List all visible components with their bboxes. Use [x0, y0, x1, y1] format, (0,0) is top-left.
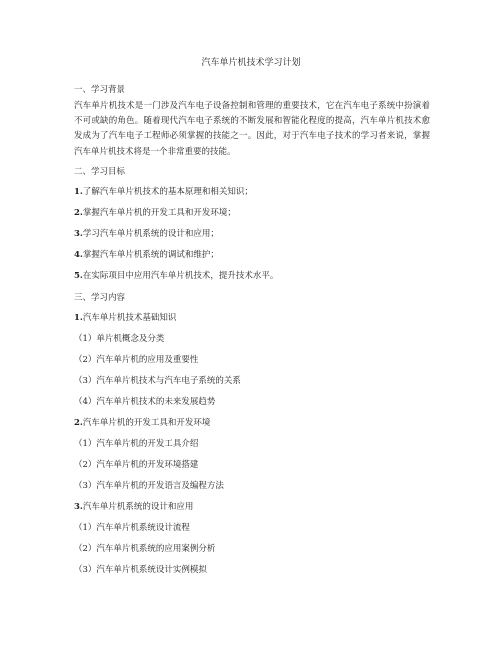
goal-item-number: 1.: [74, 187, 83, 197]
goal-item-text: 学习汽车单片机系统的设计和应用；: [82, 229, 219, 239]
content-group-text: 汽车单片机系统的设计和应用: [82, 502, 194, 512]
content-group-title: [74, 312, 176, 324]
content-subitem: （2）汽车单片机的开发环境搭建: [74, 460, 199, 470]
goal-item-text: 了解汽车单片机技术的基本原理和相关知识；: [82, 187, 253, 197]
content-group-text: 汽车单片机的开发工具和开发环境: [82, 418, 211, 428]
content-subitem: （2）汽车单片机系统的应用案例分析: [74, 544, 216, 554]
goal-item: [74, 270, 278, 282]
content-group-text: 汽车单片机技术基础知识: [82, 313, 177, 323]
background-paragraph: 汽车单片机技术是一门涉及汽车电子设备控制和管理的重要技术，它在汽车电子系统中扮演着不可或缺的角色。随着现代汽车电子系统的不断发展和智能化程度的提高，汽车单片机技术愈发成为了汽车电子工程师必须掌握的技能之一。因此，对于汽车电子技术的学习者来说，掌握汽车单片机技术将是一个非常重要的技能。: [74, 101, 430, 157]
document-title: 汽车单片机技术学习计划: [201, 58, 301, 68]
goal-item-text: 在实际项目中应用汽车单片机技术，提升技术水平。: [82, 271, 279, 281]
section-heading-background: 一、学习背景: [74, 85, 126, 95]
content-subitem: （1）汽车单片机系统设计流程: [74, 523, 190, 533]
content-subitem: （3）汽车单片机技术与汽车电子系统的关系: [74, 376, 241, 386]
content-subitem: （1）单片机概念及分类: [74, 334, 165, 344]
content-group-number: 1.: [74, 313, 83, 323]
goal-item-number: 4.: [74, 250, 83, 260]
content-subitem: （3）汽车单片机的开发语言及编程方法: [74, 481, 224, 491]
goal-item-number: 5.: [74, 271, 83, 281]
content-group-number: 2.: [74, 418, 83, 428]
goal-item: [74, 186, 253, 198]
content-subitem: （2）汽车单片机的应用及重要性: [74, 355, 199, 365]
content-group-number: 3.: [74, 502, 83, 512]
goal-item-number: 3.: [74, 229, 83, 239]
content-group-title: [74, 501, 193, 513]
goal-item: [74, 207, 236, 219]
section-heading-goals: 二、学习目标: [74, 167, 126, 177]
goal-item-text: 掌握汽车单片机系统的调试和维护；: [82, 250, 219, 260]
goal-item: [74, 228, 219, 240]
content-group-title: [74, 417, 210, 429]
goal-item-number: 2.: [74, 208, 83, 218]
content-subitem: （3）汽车单片机系统设计实例模拟: [74, 565, 207, 575]
goal-item-text: 掌握汽车单片机的开发工具和开发环境；: [82, 208, 236, 218]
goal-item: [74, 249, 219, 261]
content-subitem: （4）汽车单片机技术的未来发展趋势: [74, 397, 216, 407]
content-subitem: （1）汽车单片机的开发工具介绍: [74, 439, 199, 449]
section-heading-content: 三、学习内容: [74, 293, 126, 303]
